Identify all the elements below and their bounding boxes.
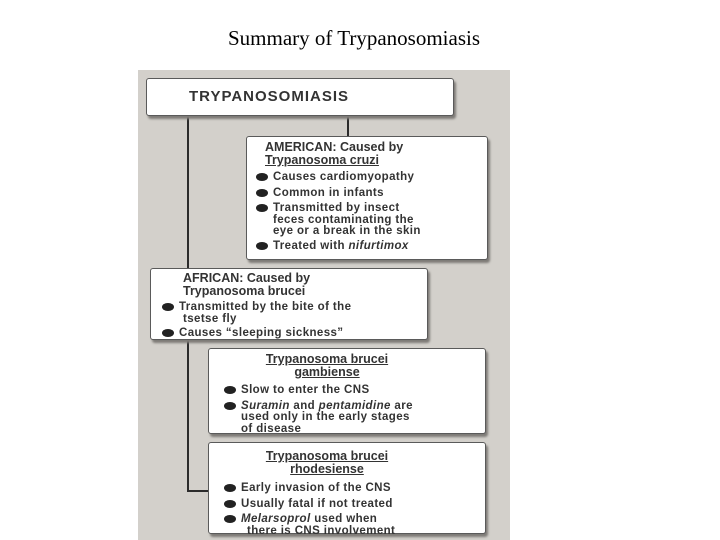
connector-root-to-american	[347, 116, 349, 136]
slide-title: Summary of Trypanosomiasis	[227, 26, 481, 50]
list-item: Common in infants	[253, 188, 487, 200]
bullet-dot	[162, 329, 174, 337]
bullet-dot	[256, 242, 268, 250]
gambiense-bullets	[221, 385, 485, 435]
connector-to-rhodesiense	[187, 490, 209, 492]
root-box	[146, 78, 454, 116]
bullet-dot	[162, 303, 174, 311]
bullet-dot	[256, 204, 268, 212]
bullet-dot	[224, 515, 236, 523]
bullet-dot	[256, 173, 268, 181]
african-bullets	[159, 302, 427, 340]
american-title: AMERICAN: Caused by Trypanosoma cruzi	[265, 140, 404, 167]
gambiense-title: Trypanosoma brucei gambiense	[265, 352, 389, 379]
african-box	[150, 268, 428, 340]
bullet-dot	[224, 402, 236, 410]
trypanosomiasis-diagram	[138, 70, 510, 540]
american-box	[246, 136, 488, 260]
connector-root-to-african	[187, 116, 189, 268]
list-item: Transmitted by insect feces contaminating the eye or a break in the skin	[253, 203, 487, 238]
list-item: Transmitted by the bite of the tsetse fly	[159, 302, 427, 325]
bullet-dot	[224, 500, 236, 508]
root-label: TRYPANOSOMIASIS	[189, 88, 350, 105]
bullet-dot	[256, 189, 268, 197]
connector-african-to-subtypes	[187, 340, 189, 492]
list-item: Causes cardiomyopathy	[253, 172, 487, 184]
list-item: Early invasion of the CNS	[221, 483, 485, 495]
african-title: AFRICAN: Caused by Trypanosoma brucei	[183, 271, 311, 298]
american-bullets	[253, 172, 487, 252]
gambiense-box	[208, 348, 486, 434]
list-item: Usually fatal if not treated	[221, 499, 485, 511]
bullet-dot	[224, 386, 236, 394]
list-item: Melarsoprol used when there is CNS involvement	[221, 514, 485, 537]
list-item: Suramin and pentamidine are used only in the early stages of disease	[221, 401, 485, 436]
list-item: Causes “sleeping sickness”	[159, 328, 427, 340]
list-item: Treated with nifurtimox	[253, 241, 487, 253]
bullet-dot	[224, 484, 236, 492]
rhodesiense-title: Trypanosoma brucei rhodesiense	[265, 449, 389, 476]
list-item: Slow to enter the CNS	[221, 385, 485, 397]
rhodesiense-bullets	[221, 483, 485, 537]
rhodesiense-box	[208, 442, 486, 537]
